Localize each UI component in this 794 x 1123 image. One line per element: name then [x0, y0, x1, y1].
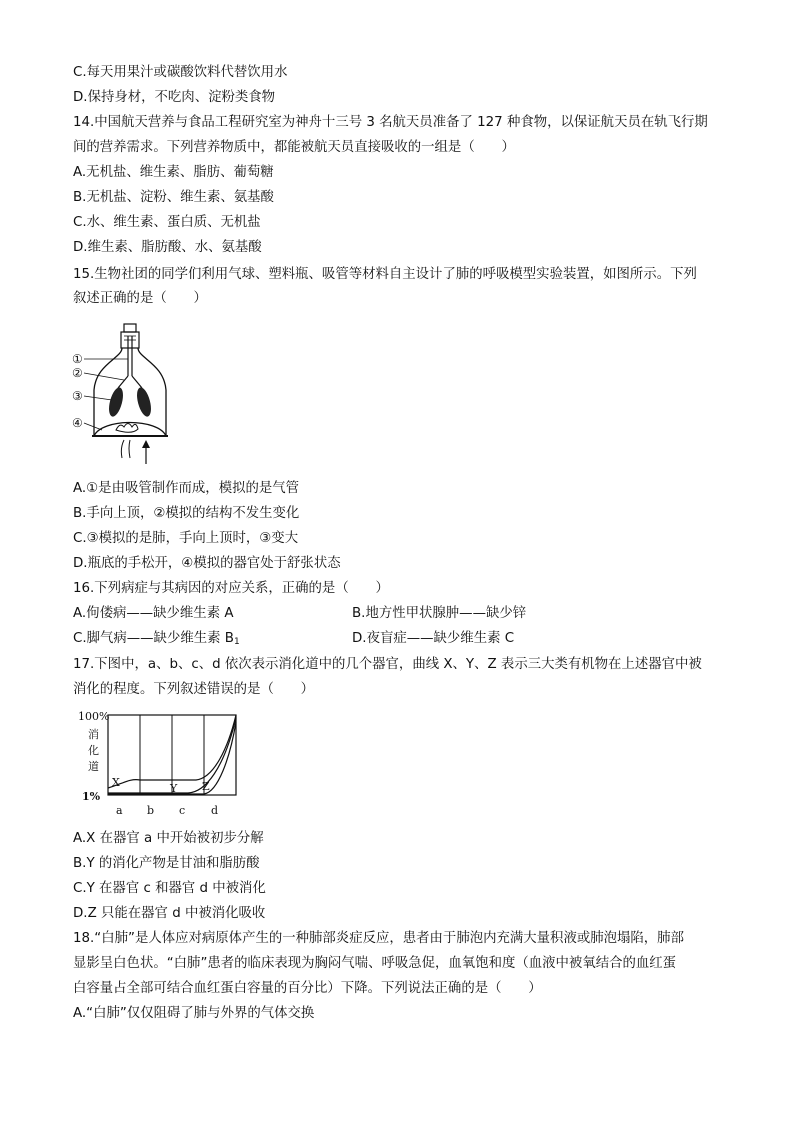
lung-label-4: ④ [72, 416, 83, 430]
q18-stem-line1: 18.“白肺”是人体应对病原体产生的一种肺部炎症反应，患者由于肺泡内充满大量积液或肺泡塌陷，肺部 [73, 931, 684, 946]
q15-option-d: D.瓶底的手松开，④模拟的器官处于舒张状态 [73, 556, 341, 571]
q18-stem-line3: 白容量占全部可结合血红蛋白容量的百分比）下降。下列说法正确的是（ ） [73, 981, 542, 996]
category-b: b [147, 804, 155, 817]
q17-stem-line1: 17.下图中，a、b、c、d 依次表示消化道中的几个器官，曲线 X、Y、Z 表示三大类有机物在上述器官中被 [73, 657, 702, 672]
y-axis-char-3: 道 [88, 760, 99, 773]
q14-stem-line1: 14.中国航天营养与食品工程研究室为神舟十三号 3 名航天员准备了 127 种食物，以保证航天员在轨飞行期 [73, 115, 708, 130]
q16-stem: 16.下列病症与其病因的对应关系，正确的是（ ） [73, 581, 389, 596]
q16-option-c [73, 630, 240, 651]
q15-option-c: C.③模拟的是肺，手向上顶时，③变大 [73, 531, 299, 546]
y-axis-bottom-label: 1% [82, 790, 101, 803]
q13-option-d: D.保持身材，不吃肉、淀粉类食物 [73, 90, 276, 105]
q17-option-c: C.Y 在器官 c 和器官 d 中被消化 [73, 881, 266, 896]
q14-stem-line2: 间的营养需求。下列营养物质中，都能被航天员直接吸收的一组是（ ） [73, 140, 515, 155]
q18-option-a: A.“白肺”仅仅阻碍了肺与外界的气体交换 [73, 1006, 315, 1021]
lung-label-2: ② [72, 366, 83, 380]
y-axis-top-label: 100% [78, 710, 110, 723]
q16-option-d: D.夜盲症——缺少维生素 C [352, 631, 515, 646]
q15-option-a: A.①是由吸管制作而成，模拟的是气管 [73, 481, 300, 496]
lung-model-figure [72, 318, 172, 468]
q15-stem-line1: 15.生物社团的同学们利用气球、塑料瓶、吸管等材料自主设计了肺的呼吸模型实验装置，如图所示。下列 [73, 267, 697, 282]
q14-option-d: D.维生素、脂肪酸、水、氨基酸 [73, 240, 262, 255]
q15-option-b: B.手向上顶，②模拟的结构不发生变化 [73, 506, 300, 521]
q13-option-c: C.每天用果汁或碳酸饮料代替饮用水 [73, 65, 288, 80]
q16-option-a: A.佝偻病——缺少维生素 A [73, 606, 234, 621]
q17-option-b: B.Y 的消化产物是甘油和脂肪酸 [73, 856, 260, 871]
q14-option-b: B.无机盐、淀粉、维生素、氨基酸 [73, 190, 274, 205]
q16-option-c-text: C.脚气病——缺少维生素 B [73, 631, 234, 646]
q17-option-d: D.Z 只能在器官 d 中被消化吸收 [73, 906, 266, 921]
q14-option-c: C.水、维生素、蛋白质、无机盐 [73, 215, 261, 230]
q17-stem-line2: 消化的程度。下列叙述错误的是（ ） [73, 682, 315, 697]
curve-label-y: Y [170, 782, 178, 795]
curve-label-z: Z [202, 780, 210, 793]
q15-stem-line2: 叙述正确的是（ ） [73, 291, 207, 306]
q14-option-a: A.无机盐、维生素、脂肪、葡萄糖 [73, 165, 274, 180]
category-d: d [211, 804, 219, 817]
q16-option-c-subscript: 1 [233, 637, 240, 647]
y-axis-char-1: 消 [88, 728, 99, 741]
curve-label-x: X [112, 776, 120, 789]
lung-label-3: ③ [72, 389, 83, 403]
q16-option-b: B.地方性甲状腺肿——缺少锌 [352, 606, 527, 621]
digestion-chart [78, 708, 248, 820]
q17-option-a: A.X 在器官 a 中开始被初步分解 [73, 831, 264, 846]
lung-label-1: ① [72, 352, 83, 366]
category-c: c [179, 804, 186, 817]
y-axis-char-2: 化 [88, 744, 99, 757]
q18-stem-line2: 显影呈白色状。“白肺”患者的临床表现为胸闷气喘、呼吸急促，血氧饱和度（血液中被氧结合的血红蛋 [73, 956, 677, 971]
category-a: a [116, 804, 123, 817]
